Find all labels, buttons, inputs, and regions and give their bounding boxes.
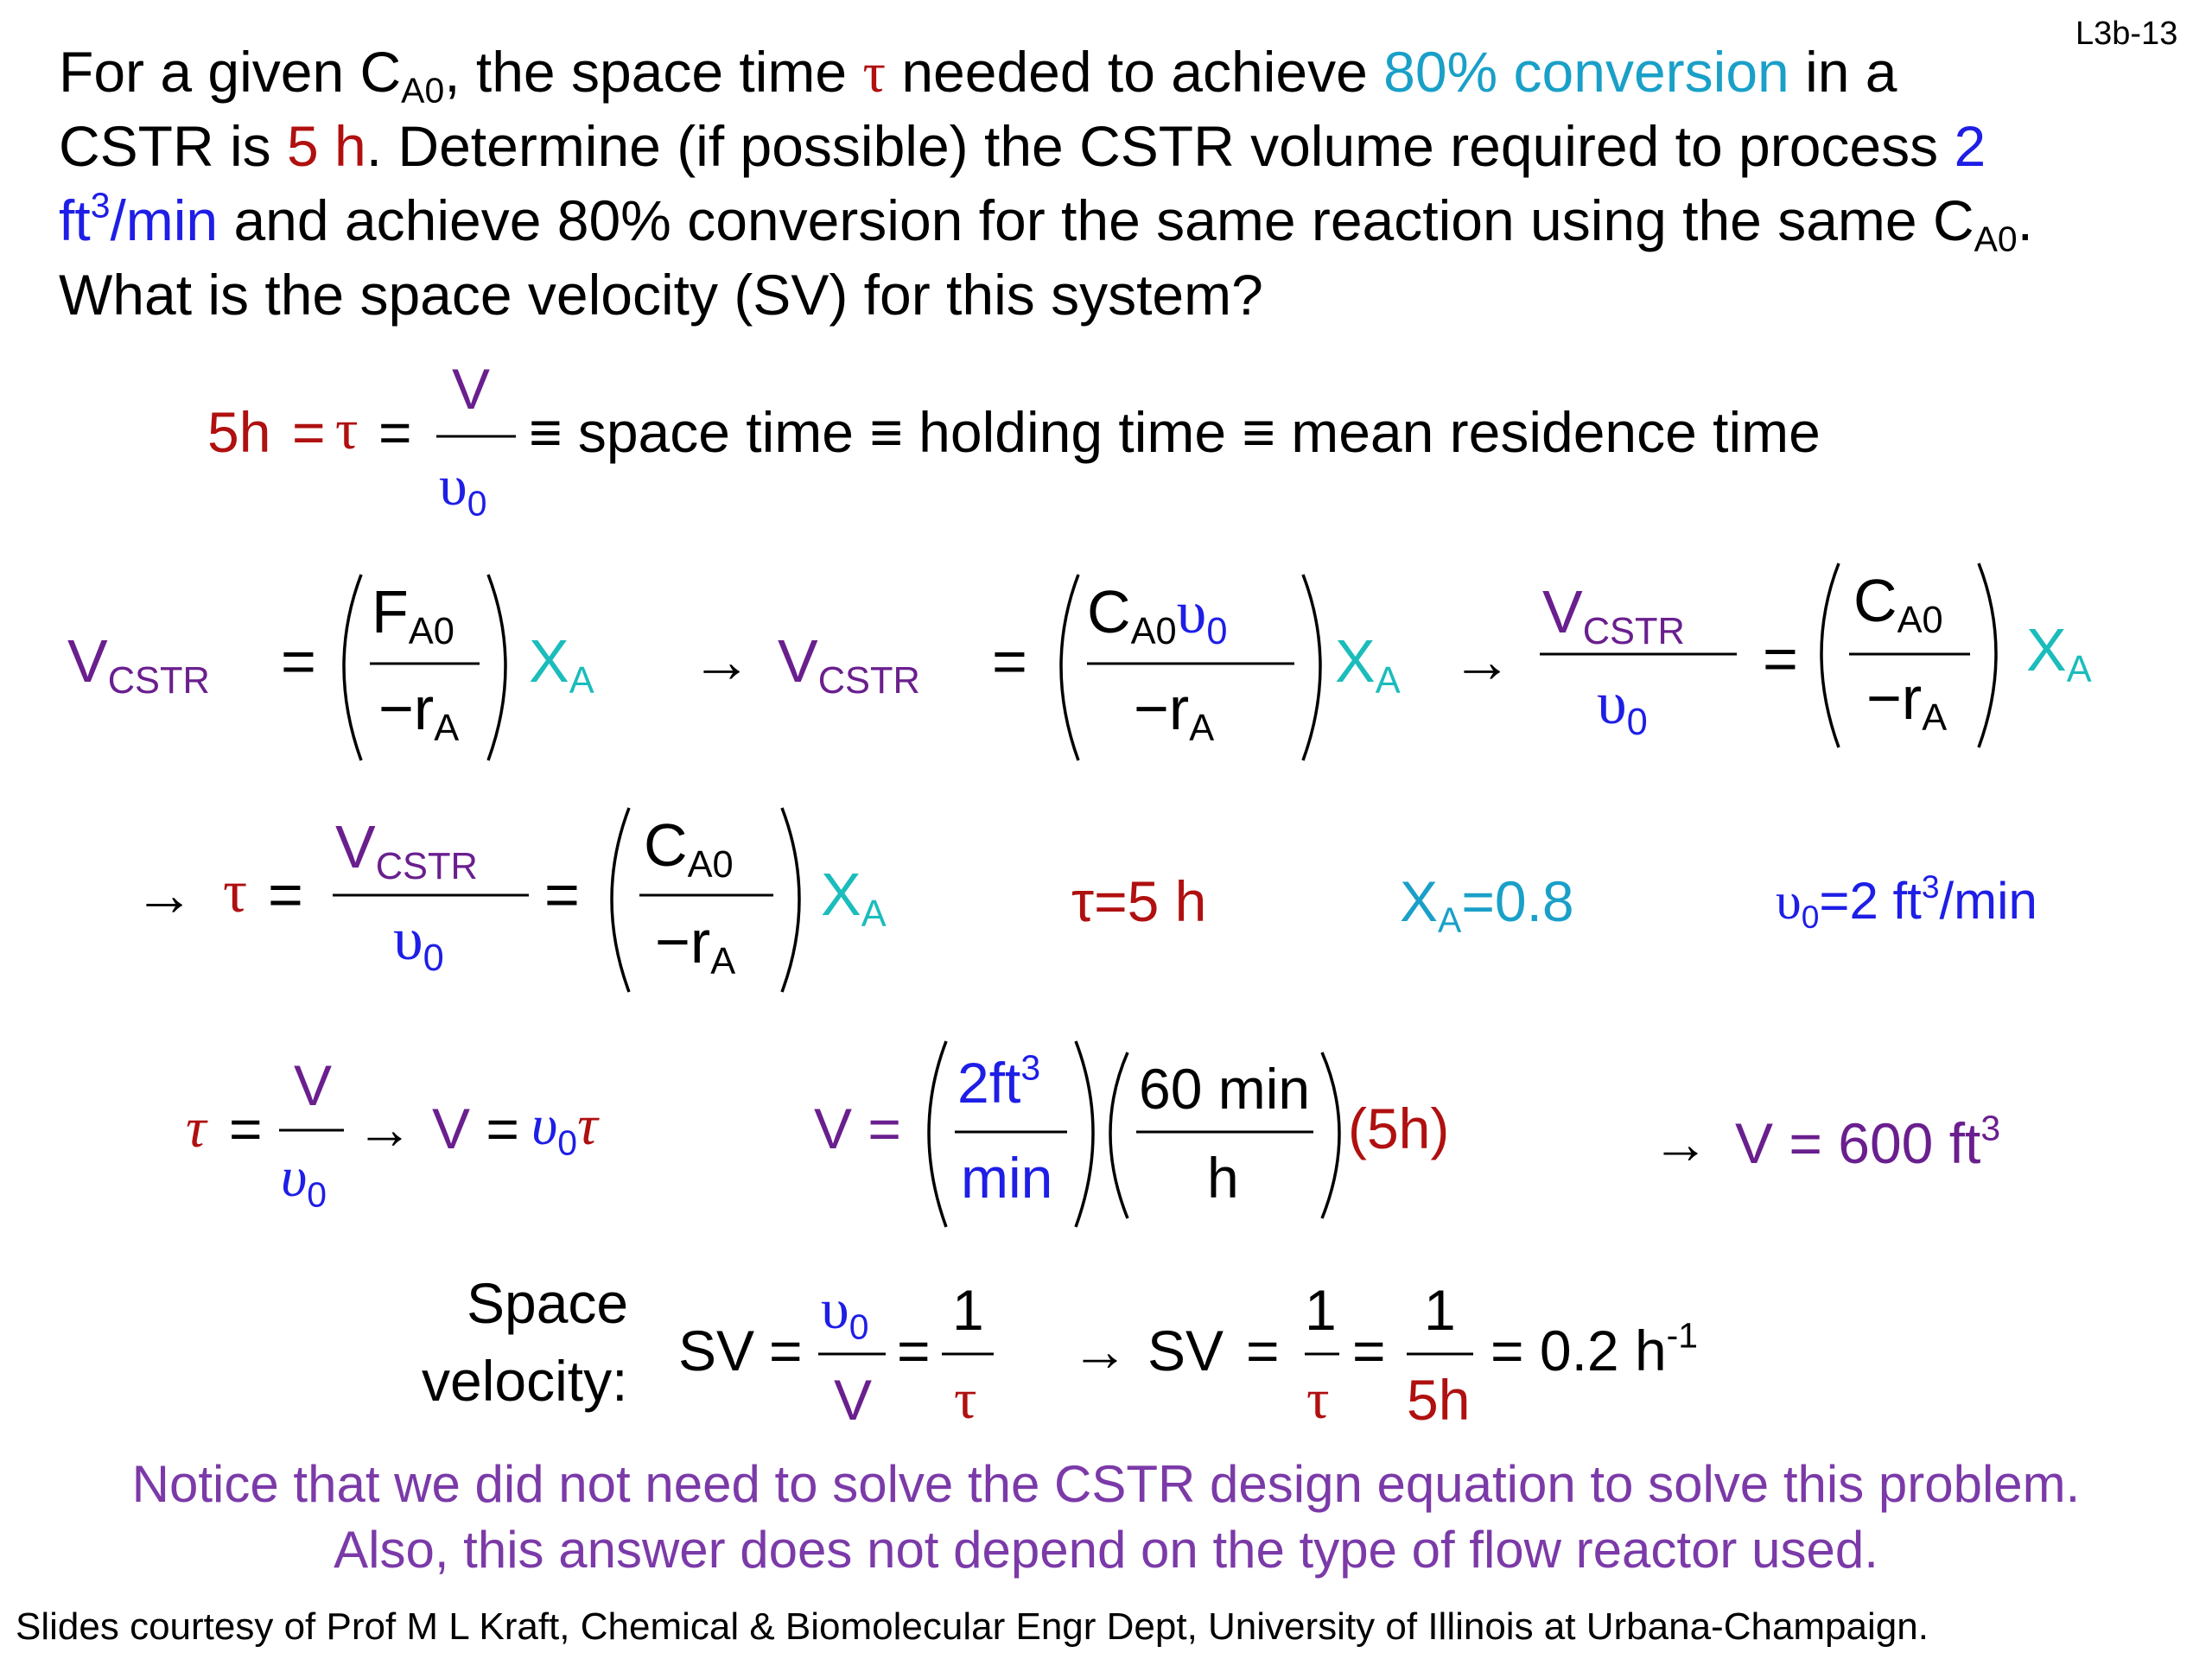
equation-volume-calc: τ = V $\upsilon_0$ → V = $\upsilon_0\tau$ V = $2ft^3$ min 60 min h (5h) → V = 600 $ft^3$ — [186, 1047, 2001, 1215]
given-conversion: $X_A=0.8$ — [1400, 869, 1574, 940]
problem-line-2: CSTR is 5 h. Determine (if possible) the CSTR volume required to process 2 — [59, 114, 1986, 178]
slide-credit: Slides courtesy of Prof M L Kraft, Chemical & Biomolecular Engr Dept, University of Illinois at Urbana-Champaign. — [16, 1605, 1929, 1648]
problem-line-4: What is the space velocity (SV) for this system? — [59, 263, 1263, 327]
volume-result: V = 600 $ft^3$ — [1735, 1108, 2001, 1175]
notice-line-2: Also, this answer does not depend on the type of flow reactor used. — [334, 1521, 1878, 1579]
equation-cstr-volume: $V_{CSTR}$ = $F_{A0}$ $-r_A$ $X_A$ → $V_{CSTR}$ = $C_{A0}\upsilon_0$ $-r_A$ $X_A$ → $V_{CSTR}$ $\upsilon_0$ = $C_{A0}$ $-r_A$ $X_A$ — [67, 567, 2092, 750]
notice-text — [0, 1452, 2212, 1583]
given-tau: τ=5 h — [1071, 869, 1207, 933]
given-flow-rate: $\upsilon_0=2$ $ft^3/\min$ — [1776, 868, 2037, 936]
space-velocity-result: = 0.2 $h^{-1}$ — [1491, 1315, 1699, 1382]
problem-line-3: $ft^3/\min$ and achieve 80% conversion for the same reaction using the same $C_{A0}$. — [59, 185, 2033, 259]
notice-line-1: Notice that we did not need to solve the CSTR design equation to solve this problem. — [131, 1455, 2081, 1513]
equation-space-velocity: Space velocity: SV = $\upsilon_0$ V = 1 τ → SV = 1 τ = 1 5h = 0.2 $h^{-1}$ — [422, 1271, 1699, 1432]
equation-space-time: 5h = τ = V $\upsilon_0$ ≡ space time ≡ holding time ≡ mean residence time — [207, 357, 1821, 524]
slide-id: L3b-13 — [2075, 16, 2178, 52]
problem-line-1: For a given $C_{A0}$, the space time τ needed to achieve 80% conversion in a — [59, 40, 1897, 111]
equation-tau: → τ = $V_{CSTR}$ $\upsilon_0$ = $C_{A0}$ $-r_A$ $X_A$ τ=5 h $X_A=0.8$ $\upsilon_0=2$ $ft^3/\min$ — [134, 811, 2037, 983]
